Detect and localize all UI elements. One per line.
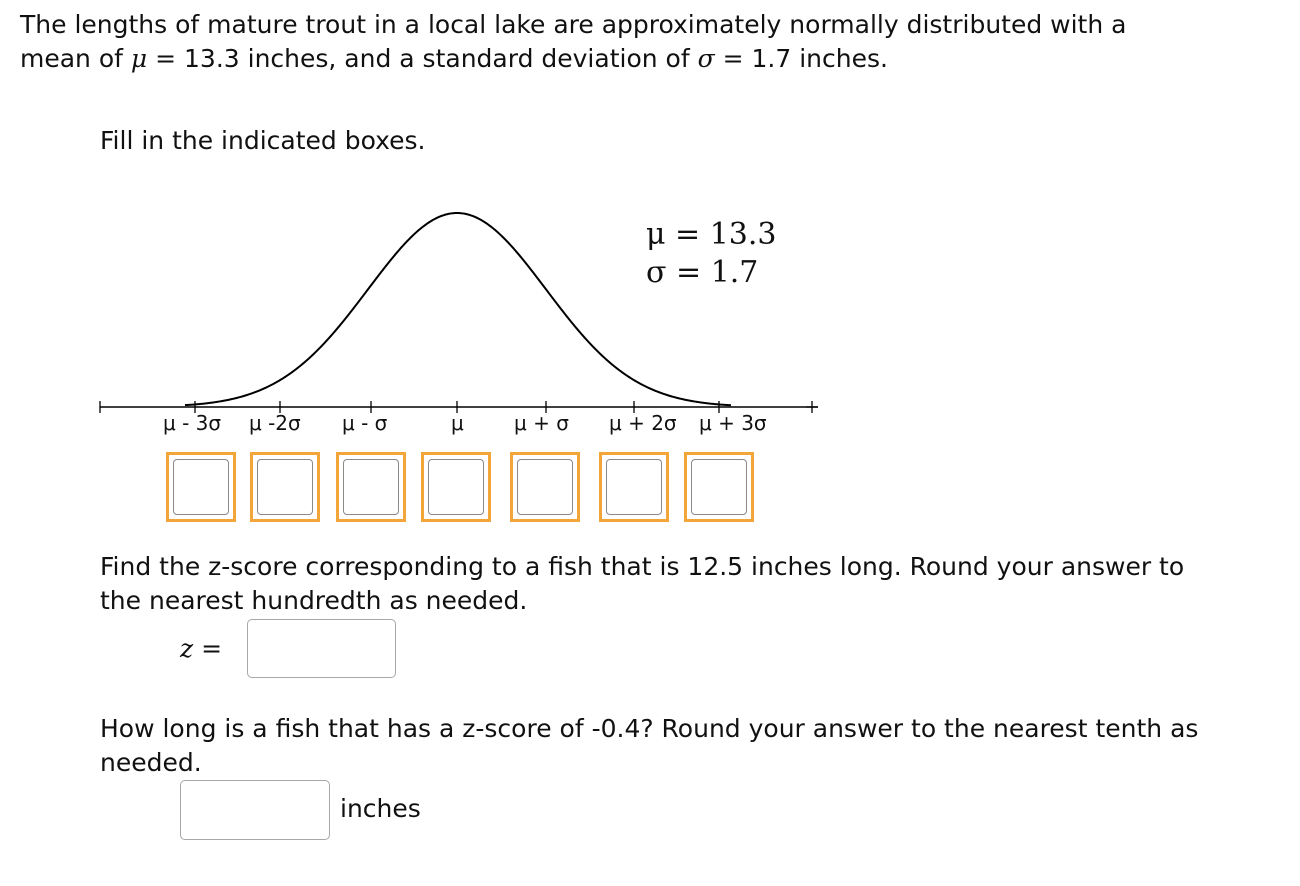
mean-value-text: 13.3 inches, and a standard deviation of [184,44,690,73]
legend-sigma: σ = 1.7 [646,255,759,290]
answer-box-plus-1sd[interactable] [510,452,580,522]
answer-input-minus-1sd[interactable] [343,459,399,515]
z-score-input[interactable] [247,619,396,678]
tick-label-plus-1sd: μ + σ [514,411,569,435]
answer-box-minus-2sd[interactable] [250,452,320,522]
equals-sign-2: = [722,44,744,73]
answer-box-plus-3sd[interactable] [684,452,754,522]
part3-line-2: needed. [100,748,202,777]
answer-input-plus-1sd[interactable] [517,459,573,515]
tick-label-plus-2sd: μ + 2σ [609,411,677,435]
answer-box-minus-3sd[interactable] [166,452,236,522]
part3-line-1: How long is a fish that has a z-score of -0.4? Round your answer to the nearest tenth as [100,714,1199,743]
mu-symbol: μ [130,44,148,73]
answer-input-mean[interactable] [428,459,484,515]
answer-box-mean[interactable] [421,452,491,522]
sigma-symbol: σ [697,44,715,73]
instruction-text: Fill in the indicated boxes. [100,126,426,155]
answer-input-plus-2sd[interactable] [606,459,662,515]
answer-box-plus-2sd[interactable] [599,452,669,522]
answer-box-minus-1sd[interactable] [336,452,406,522]
part2-line-2: the nearest hundredth as needed. [100,586,528,615]
mean-of-label: mean of [20,44,123,73]
tick-label-minus-2sd: μ -2σ [249,411,301,435]
legend-mu: μ = 13.3 [646,217,777,252]
fish-length-input[interactable] [180,780,330,840]
answer-input-minus-3sd[interactable] [173,459,229,515]
tick-label-mean: μ [451,411,464,435]
sd-value-text: 1.7 inches. [751,44,888,73]
tick-label-plus-3sd: μ + 3σ [699,411,767,435]
question-line-1: The lengths of mature trout in a local lake are approximately normally distributed with a [20,10,1127,39]
inches-unit-label: inches [340,794,421,823]
tick-label-minus-1sd: μ - σ [342,411,388,435]
part2-line-1: Find the z-score corresponding to a fish that is 12.5 inches long. Round your answer to [100,552,1185,581]
answer-input-minus-2sd[interactable] [257,459,313,515]
z-label: z = [180,634,223,663]
answer-input-plus-3sd[interactable] [691,459,747,515]
equals-sign: = [155,44,177,73]
tick-label-minus-3sd: μ - 3σ [163,411,222,435]
